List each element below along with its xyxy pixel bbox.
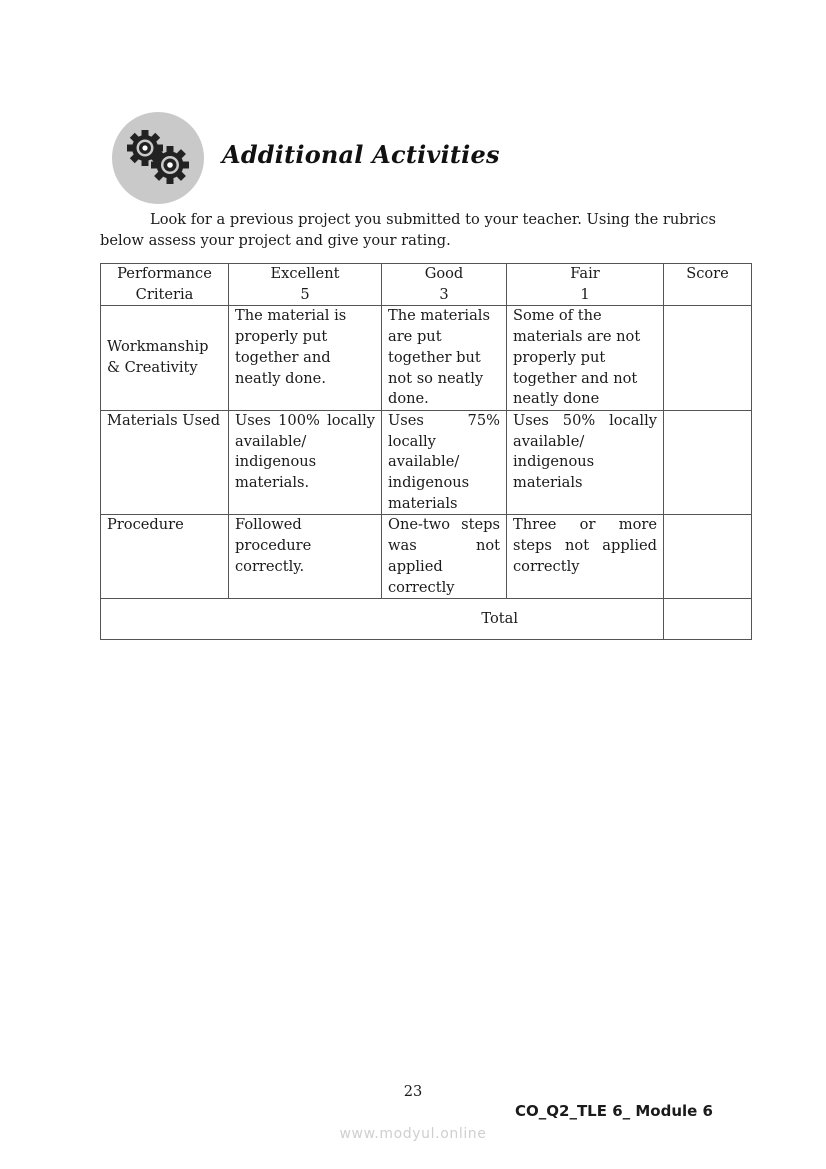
header-label: Score [686,265,729,282]
score-cell [664,515,752,599]
table-row [101,306,752,411]
table-row [101,515,752,599]
total-row [101,599,752,640]
rubric-header-row [101,264,752,306]
table-row [101,410,752,515]
rubric-table [100,263,752,640]
good-cell: One-two steps was not applied correctly [382,515,507,599]
watermark: www.modyul.online [339,1126,487,1142]
header-label: Excellent [270,265,340,282]
header-points: 5 [300,285,310,303]
header-sub: Criteria [135,285,194,303]
fair-cell: Uses 50% locally available/ indigenous materials [507,410,664,515]
module-code: CO_Q2_TLE 6_ Module 6 [515,1102,713,1120]
score-cell [664,306,752,411]
excellent-cell: Uses 100% locally available/ indigenous materials. [229,410,382,515]
header-cell-good [382,264,507,306]
gears-icon [112,112,204,204]
header-cell-criteria [101,264,229,306]
header-label: Fair [570,265,600,282]
good-cell: Uses 75% locally available/ indigenous materials [382,410,507,515]
criteria-cell: Workmanship & Creativity [101,306,229,411]
excellent-cell: Followed procedure correctly. [229,515,382,599]
criteria-cell: Procedure [101,515,229,599]
page-number: 23 [403,1083,423,1100]
header-cell-excellent [229,264,382,306]
total-label: Total [101,599,664,640]
excellent-cell: The material is properly put together and neatly done. [229,306,382,411]
header-cell-score [664,264,752,306]
section-title: Additional Activities [222,140,500,169]
header-label: Good [424,265,464,282]
total-score-cell [664,599,752,640]
criteria-cell: Materials Used [101,410,229,515]
header-label: Performance [117,265,212,282]
intro-paragraph: Look for a previous project you submitted to your teacher. Using the rubrics below assess your project and give your rating. [100,211,716,249]
good-cell: The materials are put together but not so neatly done. [382,306,507,411]
fair-cell: Three or more steps not applied correctly [507,515,664,599]
header-cell-fair [507,264,664,306]
score-cell [664,410,752,515]
fair-cell: Some of the materials are not properly put together and not neatly done [507,306,664,411]
header-points: 1 [580,285,590,303]
header-points: 3 [439,285,449,303]
